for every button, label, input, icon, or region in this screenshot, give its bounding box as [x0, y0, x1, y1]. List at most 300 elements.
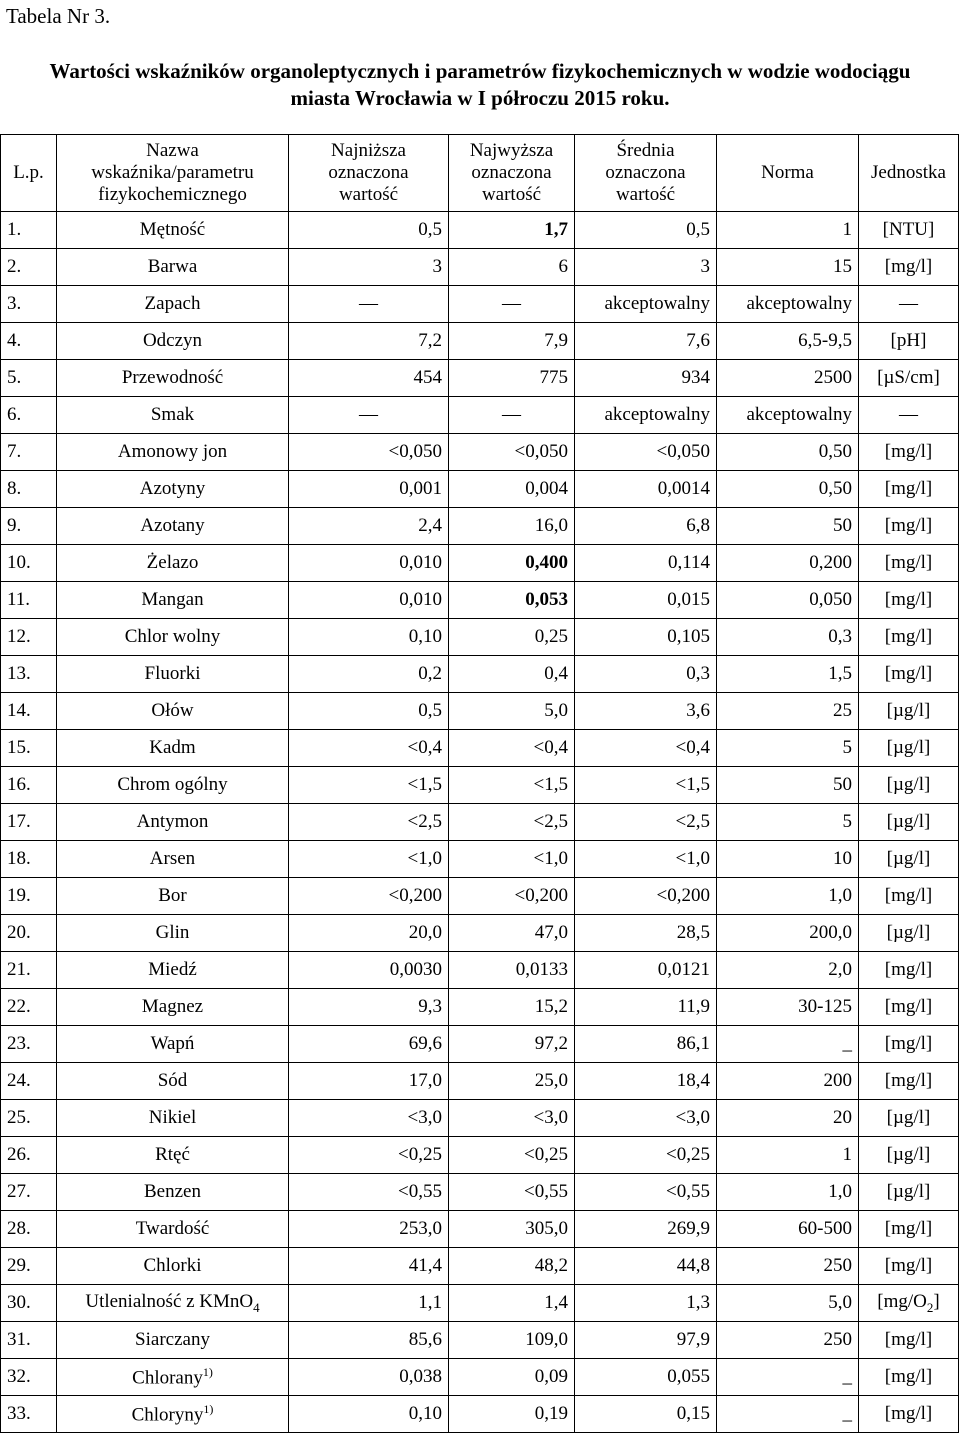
- cell-min: <0,4: [289, 730, 449, 767]
- cell-name-text: Kadm: [149, 737, 196, 758]
- cell-name-text: Chloryny: [131, 1404, 204, 1426]
- cell-name: [57, 545, 289, 582]
- cell-avg: 44,8: [575, 1248, 717, 1285]
- cell-name-text: Utlenialność z KMnO: [85, 1290, 254, 1312]
- cell-norm: 200,0: [717, 915, 859, 952]
- table-row: [1, 1137, 959, 1174]
- cell-lp: 7.: [1, 434, 57, 471]
- cell-min: 20,0: [289, 915, 449, 952]
- cell-min: 0,10: [289, 619, 449, 656]
- cell-norm: 1,5: [717, 656, 859, 693]
- cell-name-text: Miedź: [148, 959, 197, 980]
- cell-avg: 0,105: [575, 619, 717, 656]
- table-body: [1, 212, 959, 1433]
- cell-unit-text: [µg/l]: [886, 774, 931, 795]
- cell-unit-text: [mg/l]: [884, 663, 933, 684]
- cell-unit: [859, 1248, 959, 1285]
- cell-min: 454: [289, 360, 449, 397]
- cell-unit-text: [mg/l]: [884, 1366, 933, 1387]
- cell-norm: 2,0: [717, 952, 859, 989]
- cell-min: 1,1: [289, 1285, 449, 1322]
- cell-name-footnote: 1): [203, 1401, 214, 1416]
- cell-min: 7,2: [289, 323, 449, 360]
- cell-unit-text: [pH]: [890, 330, 927, 351]
- cell-norm: 250: [717, 1248, 859, 1285]
- cell-unit-text: [µg/l]: [886, 848, 931, 869]
- cell-norm: 0,50: [717, 434, 859, 471]
- cell-unit-text: [mg/l]: [884, 441, 933, 462]
- cell-max: <0,200: [449, 878, 575, 915]
- cell-lp: 12.: [1, 619, 57, 656]
- cell-lp: 3.: [1, 286, 57, 323]
- cell-max: [449, 582, 575, 619]
- cell-max: 97,2: [449, 1026, 575, 1063]
- header-max-line3: wartość: [481, 184, 542, 205]
- cell-avg: <1,0: [575, 841, 717, 878]
- cell-avg: 11,9: [575, 989, 717, 1026]
- cell-lp: 27.: [1, 1174, 57, 1211]
- cell-avg: <0,25: [575, 1137, 717, 1174]
- cell-min: 2,4: [289, 508, 449, 545]
- cell-unit-text: —: [899, 293, 918, 314]
- cell-unit: [859, 582, 959, 619]
- cell-max: [449, 545, 575, 582]
- cell-name-text: Arsen: [149, 848, 196, 869]
- table-row: [1, 1359, 959, 1396]
- cell-unit-text: [µg/l]: [886, 811, 931, 832]
- cell-name-text: Twardość: [135, 1218, 210, 1239]
- cell-avg: <0,200: [575, 878, 717, 915]
- cell-name-text: Chrom ogólny: [117, 774, 228, 795]
- cell-avg: 0,055: [575, 1359, 717, 1396]
- header-name: [57, 135, 289, 212]
- cell-unit: [859, 804, 959, 841]
- cell-avg: akceptowalny: [575, 286, 717, 323]
- cell-lp: 19.: [1, 878, 57, 915]
- cell-norm: 1,0: [717, 878, 859, 915]
- cell-min: 0,038: [289, 1359, 449, 1396]
- table-row: [1, 323, 959, 360]
- cell-unit: [859, 545, 959, 582]
- cell-min: 0,2: [289, 656, 449, 693]
- cell-avg: 934: [575, 360, 717, 397]
- cell-lp: 31.: [1, 1322, 57, 1359]
- cell-max: <0,25: [449, 1137, 575, 1174]
- table-row: [1, 471, 959, 508]
- cell-unit-text: [µg/l]: [886, 1144, 931, 1165]
- table-row: [1, 952, 959, 989]
- cell-name-text: Żelazo: [146, 552, 199, 573]
- cell-name: [57, 915, 289, 952]
- cell-unit: [859, 360, 959, 397]
- cell-unit-subscript: 2: [926, 1299, 934, 1315]
- cell-norm: 5: [717, 804, 859, 841]
- cell-unit: [859, 989, 959, 1026]
- table-row: [1, 249, 959, 286]
- cell-min: <1,5: [289, 767, 449, 804]
- cell-unit: [859, 767, 959, 804]
- table-row: [1, 360, 959, 397]
- cell-unit: [859, 952, 959, 989]
- cell-max: 0,0133: [449, 952, 575, 989]
- cell-name: [57, 1174, 289, 1211]
- cell-name: [57, 360, 289, 397]
- cell-max: 16,0: [449, 508, 575, 545]
- cell-name: [57, 804, 289, 841]
- cell-lp: 1.: [1, 212, 57, 249]
- cell-unit-text: [µS/cm]: [877, 367, 940, 388]
- cell-max: —: [449, 397, 575, 434]
- cell-lp: 9.: [1, 508, 57, 545]
- cell-avg: <2,5: [575, 804, 717, 841]
- cell-name: [57, 1063, 289, 1100]
- cell-name-text: Benzen: [144, 1181, 201, 1202]
- cell-name: [57, 619, 289, 656]
- cell-name: [57, 508, 289, 545]
- cell-unit-text: [mg/O: [877, 1290, 927, 1312]
- cell-unit-text: [mg/l]: [884, 552, 933, 573]
- cell-max: 0,004: [449, 471, 575, 508]
- cell-avg: <0,55: [575, 1174, 717, 1211]
- cell-norm: 30-125: [717, 989, 859, 1026]
- cell-name-text: Przewodność: [121, 367, 224, 388]
- cell-name: [57, 878, 289, 915]
- cell-min: —: [289, 286, 449, 323]
- cell-avg: 3,6: [575, 693, 717, 730]
- cell-norm: 1,0: [717, 1174, 859, 1211]
- cell-max: 109,0: [449, 1322, 575, 1359]
- cell-unit-text: —: [899, 404, 918, 425]
- table-row: [1, 767, 959, 804]
- cell-avg: 3: [575, 249, 717, 286]
- cell-name-text: Amonowy jon: [117, 441, 228, 462]
- cell-unit: [859, 1322, 959, 1359]
- cell-name: [57, 767, 289, 804]
- cell-min: <0,050: [289, 434, 449, 471]
- cell-max: <2,5: [449, 804, 575, 841]
- cell-norm: 5,0: [717, 1285, 859, 1322]
- cell-unit: [859, 1100, 959, 1137]
- cell-norm: _: [717, 1396, 859, 1433]
- cell-name-subscript: 4: [253, 1299, 260, 1315]
- cell-min: 0,5: [289, 212, 449, 249]
- header-avg: [575, 135, 717, 212]
- cell-norm: 5: [717, 730, 859, 767]
- cell-lp: 21.: [1, 952, 57, 989]
- cell-lp: 22.: [1, 989, 57, 1026]
- header-norm: Norma: [717, 135, 859, 212]
- cell-name-text: Chlorany: [132, 1367, 203, 1389]
- cell-unit-text: [mg/l]: [884, 589, 933, 610]
- header-max-line2: oznaczona: [471, 162, 552, 183]
- cell-unit-text: [mg/l]: [884, 1329, 933, 1350]
- table-row: [1, 1063, 959, 1100]
- cell-lp: 14.: [1, 693, 57, 730]
- cell-unit-text: [µg/l]: [886, 1107, 931, 1128]
- cell-min: <3,0: [289, 1100, 449, 1137]
- cell-max-bold: 1,7: [544, 219, 568, 240]
- cell-name-text: Bor: [158, 885, 187, 906]
- cell-min: <0,55: [289, 1174, 449, 1211]
- cell-norm: _: [717, 1359, 859, 1396]
- table-row: [1, 915, 959, 952]
- cell-norm: 0,050: [717, 582, 859, 619]
- cell-unit: [859, 286, 959, 323]
- cell-max: <1,5: [449, 767, 575, 804]
- cell-avg: 0,015: [575, 582, 717, 619]
- cell-min: 0,010: [289, 545, 449, 582]
- header-row: [1, 135, 959, 212]
- cell-min: 41,4: [289, 1248, 449, 1285]
- cell-unit: [859, 1174, 959, 1211]
- cell-name: [57, 1248, 289, 1285]
- cell-max: 0,19: [449, 1396, 575, 1433]
- cell-min: 69,6: [289, 1026, 449, 1063]
- cell-norm: 2500: [717, 360, 859, 397]
- cell-name: [57, 841, 289, 878]
- cell-lp: 30.: [1, 1285, 57, 1322]
- table-row: [1, 434, 959, 471]
- cell-lp: 10.: [1, 545, 57, 582]
- cell-name: [57, 1100, 289, 1137]
- cell-unit-text: [mg/l]: [884, 515, 933, 536]
- table-row: [1, 1211, 959, 1248]
- cell-unit-text: [mg/l]: [884, 996, 933, 1017]
- cell-max: 48,2: [449, 1248, 575, 1285]
- cell-unit-text: [µg/l]: [886, 700, 931, 721]
- cell-name: [57, 656, 289, 693]
- cell-name: [57, 989, 289, 1026]
- cell-unit: [859, 249, 959, 286]
- cell-lp: 23.: [1, 1026, 57, 1063]
- cell-max: <0,55: [449, 1174, 575, 1211]
- cell-name-text: Glin: [155, 922, 190, 943]
- cell-max: <1,0: [449, 841, 575, 878]
- cell-name: [57, 952, 289, 989]
- cell-min: 0,001: [289, 471, 449, 508]
- cell-avg: 0,5: [575, 212, 717, 249]
- table-row: [1, 1322, 959, 1359]
- table-row: [1, 1174, 959, 1211]
- cell-max: —: [449, 286, 575, 323]
- cell-unit: [859, 1359, 959, 1396]
- cell-min: 0,5: [289, 693, 449, 730]
- header-name-line2: wskaźnika/parametru: [91, 162, 254, 183]
- cell-lp: 29.: [1, 1248, 57, 1285]
- cell-avg: akceptowalny: [575, 397, 717, 434]
- cell-name-text: Chlorki: [143, 1255, 202, 1276]
- cell-unit-text: [mg/l]: [884, 256, 933, 277]
- cell-max: 47,0: [449, 915, 575, 952]
- cell-unit: [859, 1026, 959, 1063]
- cell-unit: [859, 434, 959, 471]
- cell-lp: 17.: [1, 804, 57, 841]
- cell-name: [57, 1026, 289, 1063]
- cell-min: <0,25: [289, 1137, 449, 1174]
- cell-norm: 250: [717, 1322, 859, 1359]
- cell-unit: [859, 619, 959, 656]
- cell-name: [57, 1137, 289, 1174]
- cell-avg: 28,5: [575, 915, 717, 952]
- table-row: [1, 989, 959, 1026]
- cell-name-text: Smak: [150, 404, 195, 425]
- cell-avg: <1,5: [575, 767, 717, 804]
- cell-norm: 0,200: [717, 545, 859, 582]
- cell-norm: 50: [717, 508, 859, 545]
- table-row: [1, 730, 959, 767]
- cell-avg: 7,6: [575, 323, 717, 360]
- table-row: [1, 1248, 959, 1285]
- cell-unit-text: [mg/l]: [884, 1070, 933, 1091]
- cell-name: [57, 471, 289, 508]
- cell-name: [57, 1211, 289, 1248]
- cell-norm: 25: [717, 693, 859, 730]
- cell-name-text: Barwa: [147, 256, 198, 277]
- cell-min: 0,10: [289, 1396, 449, 1433]
- cell-lp: 20.: [1, 915, 57, 952]
- cell-name: [57, 249, 289, 286]
- parameters-table: [0, 134, 959, 1433]
- cell-max: 15,2: [449, 989, 575, 1026]
- cell-norm: akceptowalny: [717, 286, 859, 323]
- cell-name: [57, 730, 289, 767]
- cell-name: [57, 693, 289, 730]
- cell-unit: [859, 1063, 959, 1100]
- cell-avg: 0,0121: [575, 952, 717, 989]
- cell-unit: [859, 730, 959, 767]
- cell-lp: 33.: [1, 1396, 57, 1433]
- table-row: [1, 1026, 959, 1063]
- cell-min: 0,0030: [289, 952, 449, 989]
- table-row: [1, 545, 959, 582]
- cell-max: <0,4: [449, 730, 575, 767]
- table-row: [1, 286, 959, 323]
- cell-unit-text: [mg/l]: [884, 959, 933, 980]
- cell-min: <0,200: [289, 878, 449, 915]
- cell-unit-text: [mg/l]: [884, 478, 933, 499]
- cell-unit: [859, 656, 959, 693]
- cell-name-text: Magnez: [141, 996, 204, 1017]
- cell-min: <2,5: [289, 804, 449, 841]
- cell-unit: [859, 1396, 959, 1433]
- cell-avg: 0,0014: [575, 471, 717, 508]
- header-min-line2: oznaczona: [328, 162, 409, 183]
- cell-norm: 15: [717, 249, 859, 286]
- cell-unit: [859, 1211, 959, 1248]
- cell-max: 305,0: [449, 1211, 575, 1248]
- cell-max: 775: [449, 360, 575, 397]
- cell-norm: 20: [717, 1100, 859, 1137]
- cell-unit-text: [mg/l]: [884, 626, 933, 647]
- cell-avg: <0,4: [575, 730, 717, 767]
- cell-unit-text: [mg/l]: [884, 1033, 933, 1054]
- cell-unit: [859, 212, 959, 249]
- cell-name-text: Rtęć: [155, 1144, 190, 1165]
- header-max: [449, 135, 575, 212]
- table-row: [1, 619, 959, 656]
- cell-name-text: Mętność: [139, 219, 206, 240]
- cell-unit: [859, 1285, 959, 1322]
- title-line-2: miasta Wrocławia w I półroczu 2015 roku.: [290, 86, 670, 110]
- cell-min: 253,0: [289, 1211, 449, 1248]
- cell-unit: [859, 915, 959, 952]
- cell-max: [449, 212, 575, 249]
- cell-max: 5,0: [449, 693, 575, 730]
- table-row: [1, 508, 959, 545]
- header-avg-line1: Średnia: [616, 140, 675, 161]
- cell-max: 7,9: [449, 323, 575, 360]
- cell-avg: 0,3: [575, 656, 717, 693]
- cell-name-text: Wapń: [150, 1033, 195, 1054]
- cell-max: 1,4: [449, 1285, 575, 1322]
- cell-unit-text: [µg/l]: [886, 1181, 931, 1202]
- cell-name-text: Siarczany: [135, 1329, 210, 1350]
- cell-norm: _: [717, 1026, 859, 1063]
- cell-lp: 32.: [1, 1359, 57, 1396]
- cell-name-text: Fluorki: [144, 663, 201, 684]
- cell-min: 85,6: [289, 1322, 449, 1359]
- cell-name-text: Mangan: [141, 589, 204, 610]
- cell-lp: 28.: [1, 1211, 57, 1248]
- cell-unit: [859, 397, 959, 434]
- cell-unit: [859, 471, 959, 508]
- header-min-line3: wartość: [338, 184, 399, 205]
- table-row: [1, 1285, 959, 1322]
- cell-avg: <3,0: [575, 1100, 717, 1137]
- cell-norm: 1: [717, 1137, 859, 1174]
- cell-min: —: [289, 397, 449, 434]
- cell-unit-text: [mg/l]: [884, 1255, 933, 1276]
- cell-unit-text: [mg/l]: [884, 885, 933, 906]
- header-min: [289, 135, 449, 212]
- cell-lp: 6.: [1, 397, 57, 434]
- cell-name-footnote: 1): [202, 1364, 213, 1379]
- cell-name: [57, 1322, 289, 1359]
- cell-avg: 86,1: [575, 1026, 717, 1063]
- cell-avg: 0,114: [575, 545, 717, 582]
- table-row: [1, 804, 959, 841]
- cell-lp: 8.: [1, 471, 57, 508]
- cell-lp: 18.: [1, 841, 57, 878]
- cell-name-text: Chlor wolny: [124, 626, 221, 647]
- cell-max-bold: 0,053: [525, 589, 568, 610]
- cell-max: 0,25: [449, 619, 575, 656]
- cell-lp: 13.: [1, 656, 57, 693]
- cell-max: <3,0: [449, 1100, 575, 1137]
- cell-norm: 10: [717, 841, 859, 878]
- table-row: [1, 693, 959, 730]
- cell-avg: 0,15: [575, 1396, 717, 1433]
- cell-norm: 6,5-9,5: [717, 323, 859, 360]
- cell-lp: 4.: [1, 323, 57, 360]
- table-number: Tabela Nr 3.: [6, 4, 111, 28]
- cell-name: [57, 582, 289, 619]
- cell-min: 17,0: [289, 1063, 449, 1100]
- table-row: [1, 878, 959, 915]
- cell-name: [57, 1359, 289, 1396]
- cell-unit-text: [mg/l]: [884, 1403, 933, 1424]
- cell-avg: 97,9: [575, 1322, 717, 1359]
- cell-avg: <0,050: [575, 434, 717, 471]
- cell-name-text: Sód: [157, 1070, 188, 1091]
- table-row: [1, 582, 959, 619]
- title-line-1: Wartości wskaźników organoleptycznych i parametrów fizykochemicznych w wodzie wodociągu: [49, 59, 911, 83]
- cell-unit-text: [µg/l]: [886, 922, 931, 943]
- cell-unit: [859, 323, 959, 360]
- cell-min: 3: [289, 249, 449, 286]
- cell-lp: 11.: [1, 582, 57, 619]
- cell-name-text: Zapach: [144, 293, 201, 314]
